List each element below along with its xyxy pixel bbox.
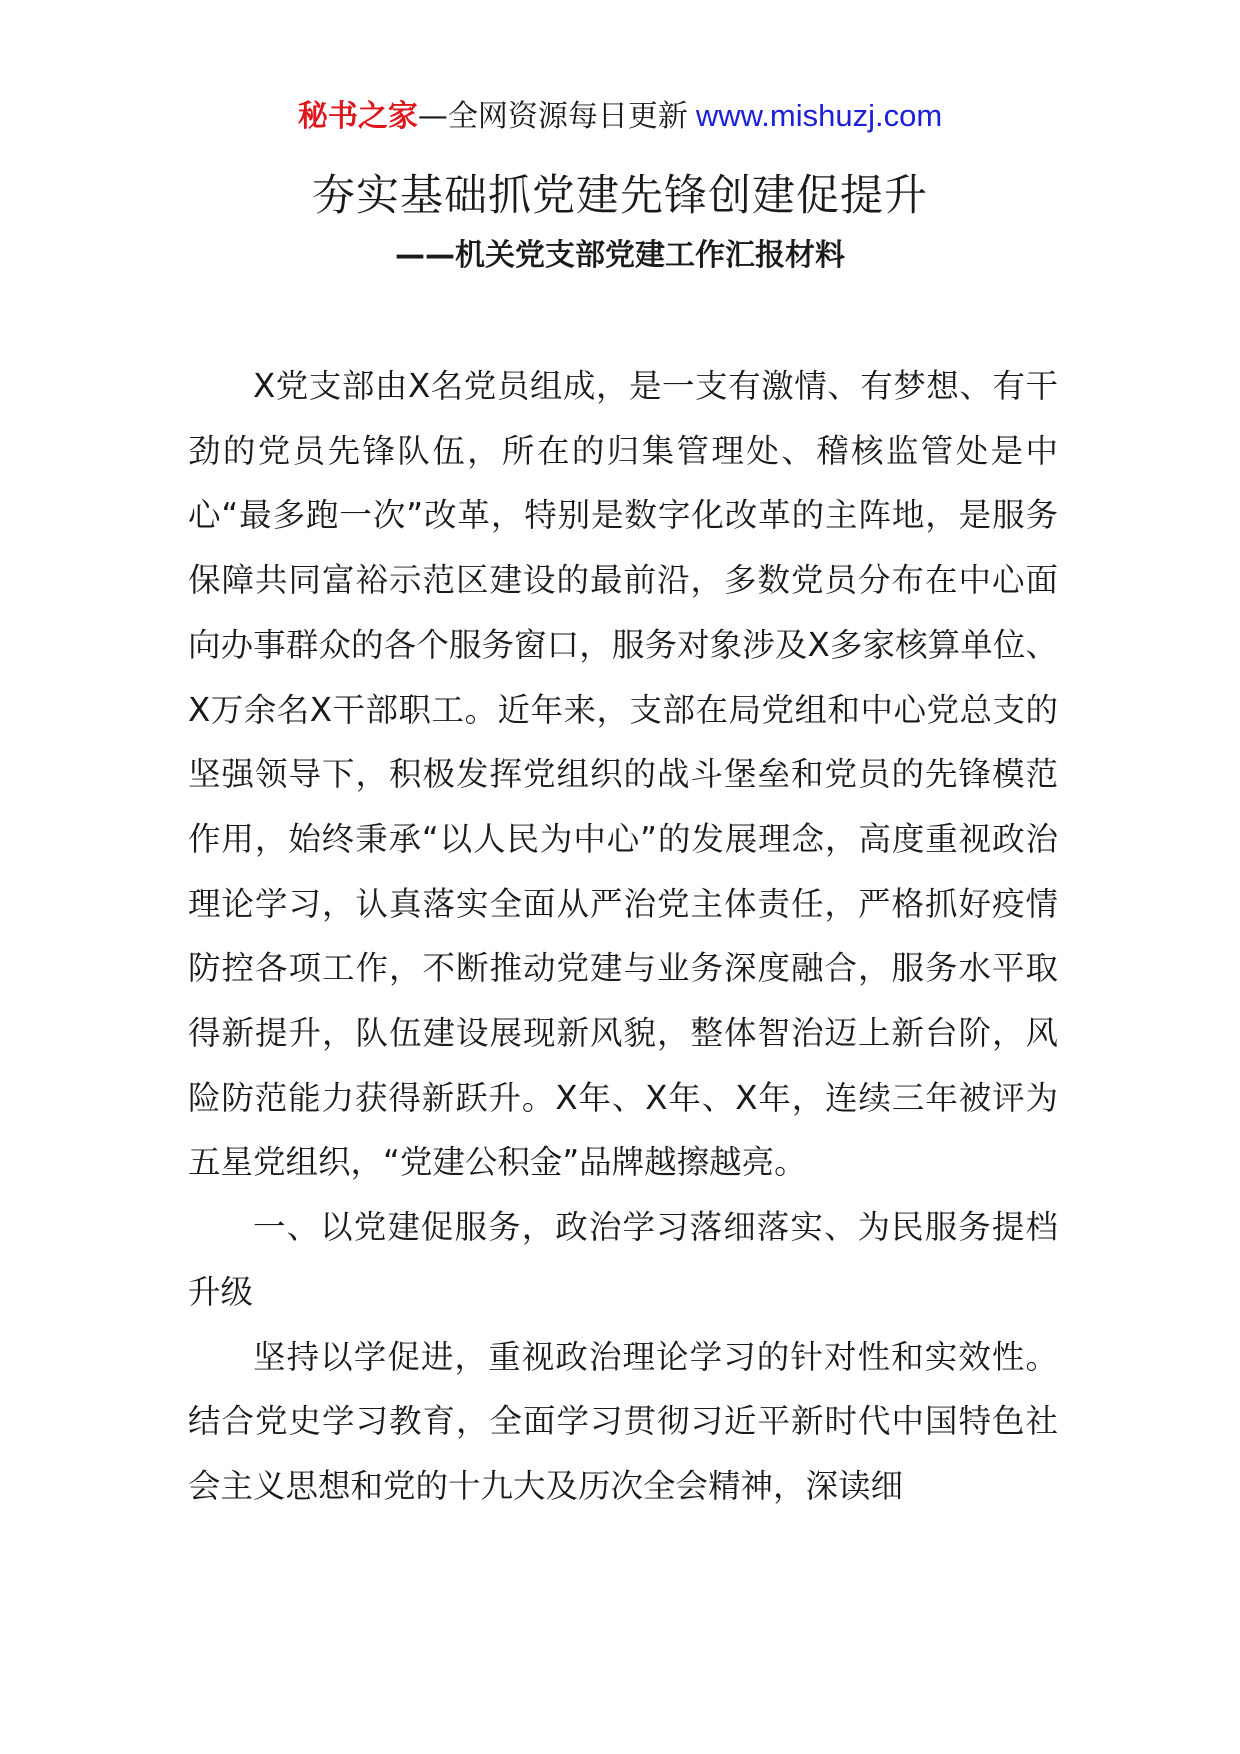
document-title: 夯实基础抓党建先锋创建促提升: [312, 171, 928, 221]
site-url-link[interactable]: www.mishuzj.com: [695, 98, 943, 133]
header-tagline: —全网资源每日更新: [417, 99, 688, 134]
brand-name: 秘书之家: [297, 99, 418, 134]
site-header: [0, 96, 1240, 137]
document-subtitle: ——机关党支部党建工作汇报材料: [395, 238, 845, 273]
body-paragraph-section-1: 坚持以学促进，重视政治理论学习的针对性和实效性。结合党史学习教育，全面学习贯彻习近平新时代中国特色社会主义思想和党的十九大及历次全会精神，深读细: [188, 1337, 1058, 1505]
body-paragraph-intro: X党支部由X名党员组成，是一支有激情、有梦想、有干劲的党员先锋队伍，所在的归集管理处、稽核监管处是中心“最多跑一次”改革，特别是数字化改革的主阵地，是服务保障共同富裕示范区建设的最前沿，多数党员分布在中心面向办事群众的各个服务窗口，服务对象涉及X多家核算单位、X万余名X干部职工。近年来，支部在局党组和中心党总支的坚强领导下，积极发挥党组织的战斗堡垒和党员的先锋模范作用，始终秉承“以人民为中心”的发展理念，高度重视政治理论学习，认真落实全面从严治党主体责任，严格抓好疫情防控各项工作，不断推动党建与业务深度融合，服务水平取得新提升，队伍建设展现新风貌，整体智治迈上新台阶，风险防范能力获得新跃升。X年、X年、X年，连续三年被评为五星党组织，“党建公积金”品牌越擦越亮。: [188, 367, 1058, 1182]
section-heading-1: 一、以党建促服务，政治学习落细落实、为民服务提档升级: [188, 1208, 1058, 1311]
document-body: [188, 354, 1058, 1519]
